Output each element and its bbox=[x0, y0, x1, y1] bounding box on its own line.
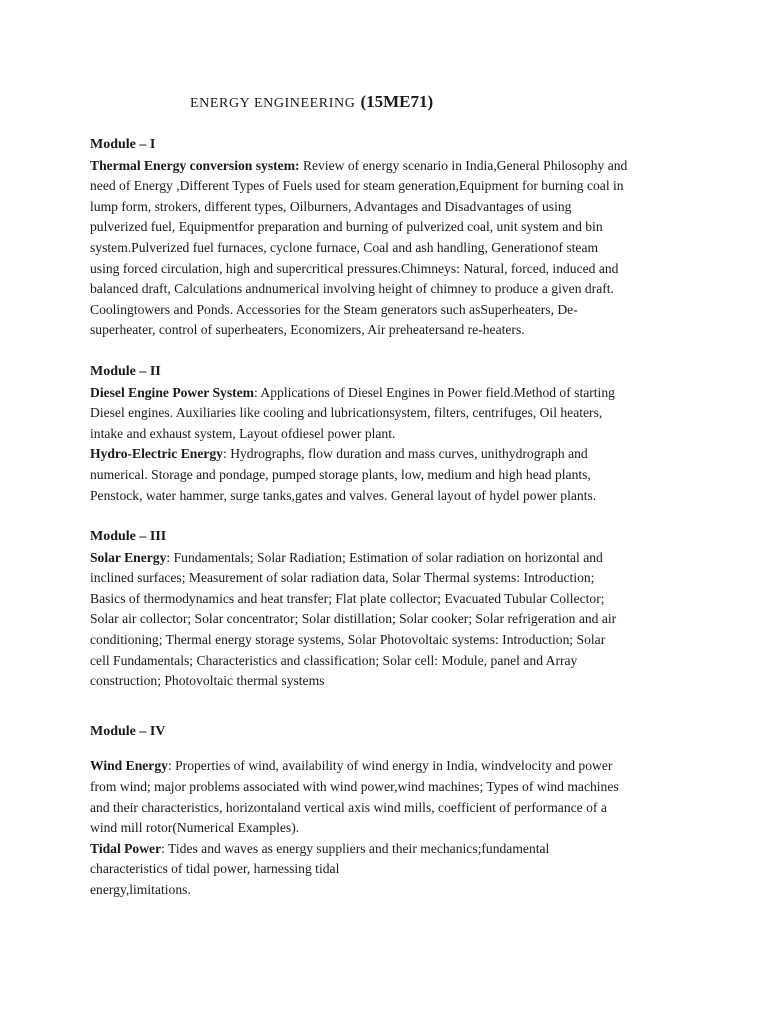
spacer bbox=[90, 742, 686, 756]
paragraph-line bbox=[90, 383, 686, 404]
paragraph-text: : Tides and waves as energy suppliers and their mechanics;fundamental bbox=[161, 840, 550, 856]
paragraph-line: system.Pulverized fuel furnaces, cyclone furnace, Coal and ash handling, Generationof steam bbox=[90, 239, 599, 255]
module-heading: Module – I bbox=[90, 137, 156, 152]
paragraph-line: from wind; major problems associated with wind power,wind machines; Types of wind machines bbox=[90, 779, 619, 795]
document-title-text: ENERGY ENGINEERING bbox=[190, 96, 356, 111]
module-heading: Module – IV bbox=[90, 723, 166, 739]
topic-title: Solar Energy bbox=[90, 549, 167, 565]
module-paragraph bbox=[90, 156, 686, 341]
paragraph-line: cell Fundamentals; Characteristics and classification; Solar cell: Module, panel and Array bbox=[90, 652, 578, 668]
module-paragraph bbox=[90, 444, 686, 506]
paragraph-line: inclined surfaces; Measurement of solar radiation data, Solar Thermal systems: Introduction; bbox=[90, 570, 595, 586]
paragraph-text: : Applications of Diesel Engines in Power field.Method of starting bbox=[254, 384, 615, 400]
paragraph-line: Penstock, water hammer, surge tanks,gates and valves. General layout of hydel power plants. bbox=[90, 487, 597, 503]
module-paragraph bbox=[90, 756, 686, 838]
paragraph-line: balanced draft, Calculations andnumerical involving height of chimney to produce a given draft. bbox=[90, 281, 614, 297]
paragraph-line bbox=[90, 548, 686, 569]
paragraph-line: and their characteristics, horizontaland vertical axis wind mills, coefficient of performance of a bbox=[90, 799, 607, 815]
paragraph-line: Diesel engines. Auxiliaries like cooling and lubricationsystem, filters, centrifuges, Oil heaters, bbox=[90, 405, 603, 421]
paragraph-line: superheater, control of superheaters, Economizers, Air preheatersand re-heaters. bbox=[90, 322, 525, 338]
paragraph-line: intake and exhaust system, Layout ofdiesel power plant. bbox=[90, 425, 396, 441]
paragraph-text: Review of energy scenario in India,General Philosophy and bbox=[299, 157, 628, 173]
module-paragraph bbox=[90, 839, 686, 901]
paragraph-line: energy,limitations. bbox=[90, 882, 191, 897]
paragraph-line: Coolingtowers and Ponds. Accessories for the Steam generators such asSuperheaters, De- bbox=[90, 301, 578, 317]
paragraph-line: lump form, strokers, different types, Oilburners, Advantages and Disadvantages of using bbox=[90, 198, 572, 214]
module-2 bbox=[90, 362, 686, 506]
spacer bbox=[90, 692, 686, 722]
paragraph-line: construction; Photovoltaic thermal systems bbox=[90, 673, 325, 689]
paragraph-line: Basics of thermodynamics and heat transfer; Flat plate collector; Evacuated Tubular Collector; bbox=[90, 590, 605, 606]
topic-title: Thermal Energy conversion system: bbox=[90, 157, 300, 173]
module-paragraph bbox=[90, 383, 686, 445]
module-3 bbox=[90, 527, 686, 692]
topic-title: Diesel Engine Power System bbox=[90, 384, 254, 400]
paragraph-line: Solar air collector; Solar concentrator; Solar distillation; Solar cooker; Solar refrigeration and air bbox=[90, 611, 617, 627]
module-1 bbox=[90, 135, 686, 341]
paragraph-line: conditioning; Thermal energy storage systems, Solar Photovoltaic systems: Introduction; Solar bbox=[90, 632, 606, 648]
topic-title: Tidal Power bbox=[90, 840, 162, 856]
topic-title: Hydro-Electric Energy bbox=[90, 446, 224, 462]
paragraph-line bbox=[90, 444, 686, 465]
document-title bbox=[190, 92, 433, 112]
paragraph-line: pulverized fuel, Equipmentfor preparation and burning of pulverized coal, unit system and bin bbox=[90, 219, 603, 235]
syllabus-body bbox=[90, 135, 686, 901]
paragraph-line: need of Energy ,Different Types of Fuels used for steam generation,Equipment for burning coal in bbox=[90, 178, 624, 194]
paragraph-line: using forced circulation, high and supercritical pressures.Chimneys: Natural, forced, induced and bbox=[90, 260, 619, 276]
spacer bbox=[90, 341, 686, 362]
paragraph-line: wind mill rotor(Numerical Examples). bbox=[90, 820, 300, 836]
paragraph-line bbox=[90, 756, 686, 777]
module-4 bbox=[90, 722, 686, 901]
paragraph-text: : Properties of wind, availability of wind energy in India, windvelocity and power bbox=[167, 758, 613, 774]
module-heading: Module – III bbox=[90, 529, 167, 545]
paragraph-text: : Fundamentals; Solar Radiation; Estimation of solar radiation on horizontal and bbox=[166, 549, 603, 565]
module-heading: Module – II bbox=[90, 363, 161, 379]
paragraph-text: : Hydrographs, flow duration and mass curves, unithydrograph and bbox=[223, 446, 588, 462]
spacer bbox=[90, 506, 686, 527]
module-paragraph bbox=[90, 548, 686, 692]
paragraph-line: characteristics of tidal power, harnessing tidal bbox=[90, 861, 340, 877]
paragraph-line: numerical. Storage and pondage, pumped storage plants, low, medium and high head plants, bbox=[90, 466, 591, 482]
course-code: (15ME71) bbox=[360, 92, 434, 111]
topic-title: Wind Energy bbox=[90, 758, 168, 774]
paragraph-line bbox=[90, 839, 686, 860]
paragraph-line bbox=[90, 156, 686, 177]
